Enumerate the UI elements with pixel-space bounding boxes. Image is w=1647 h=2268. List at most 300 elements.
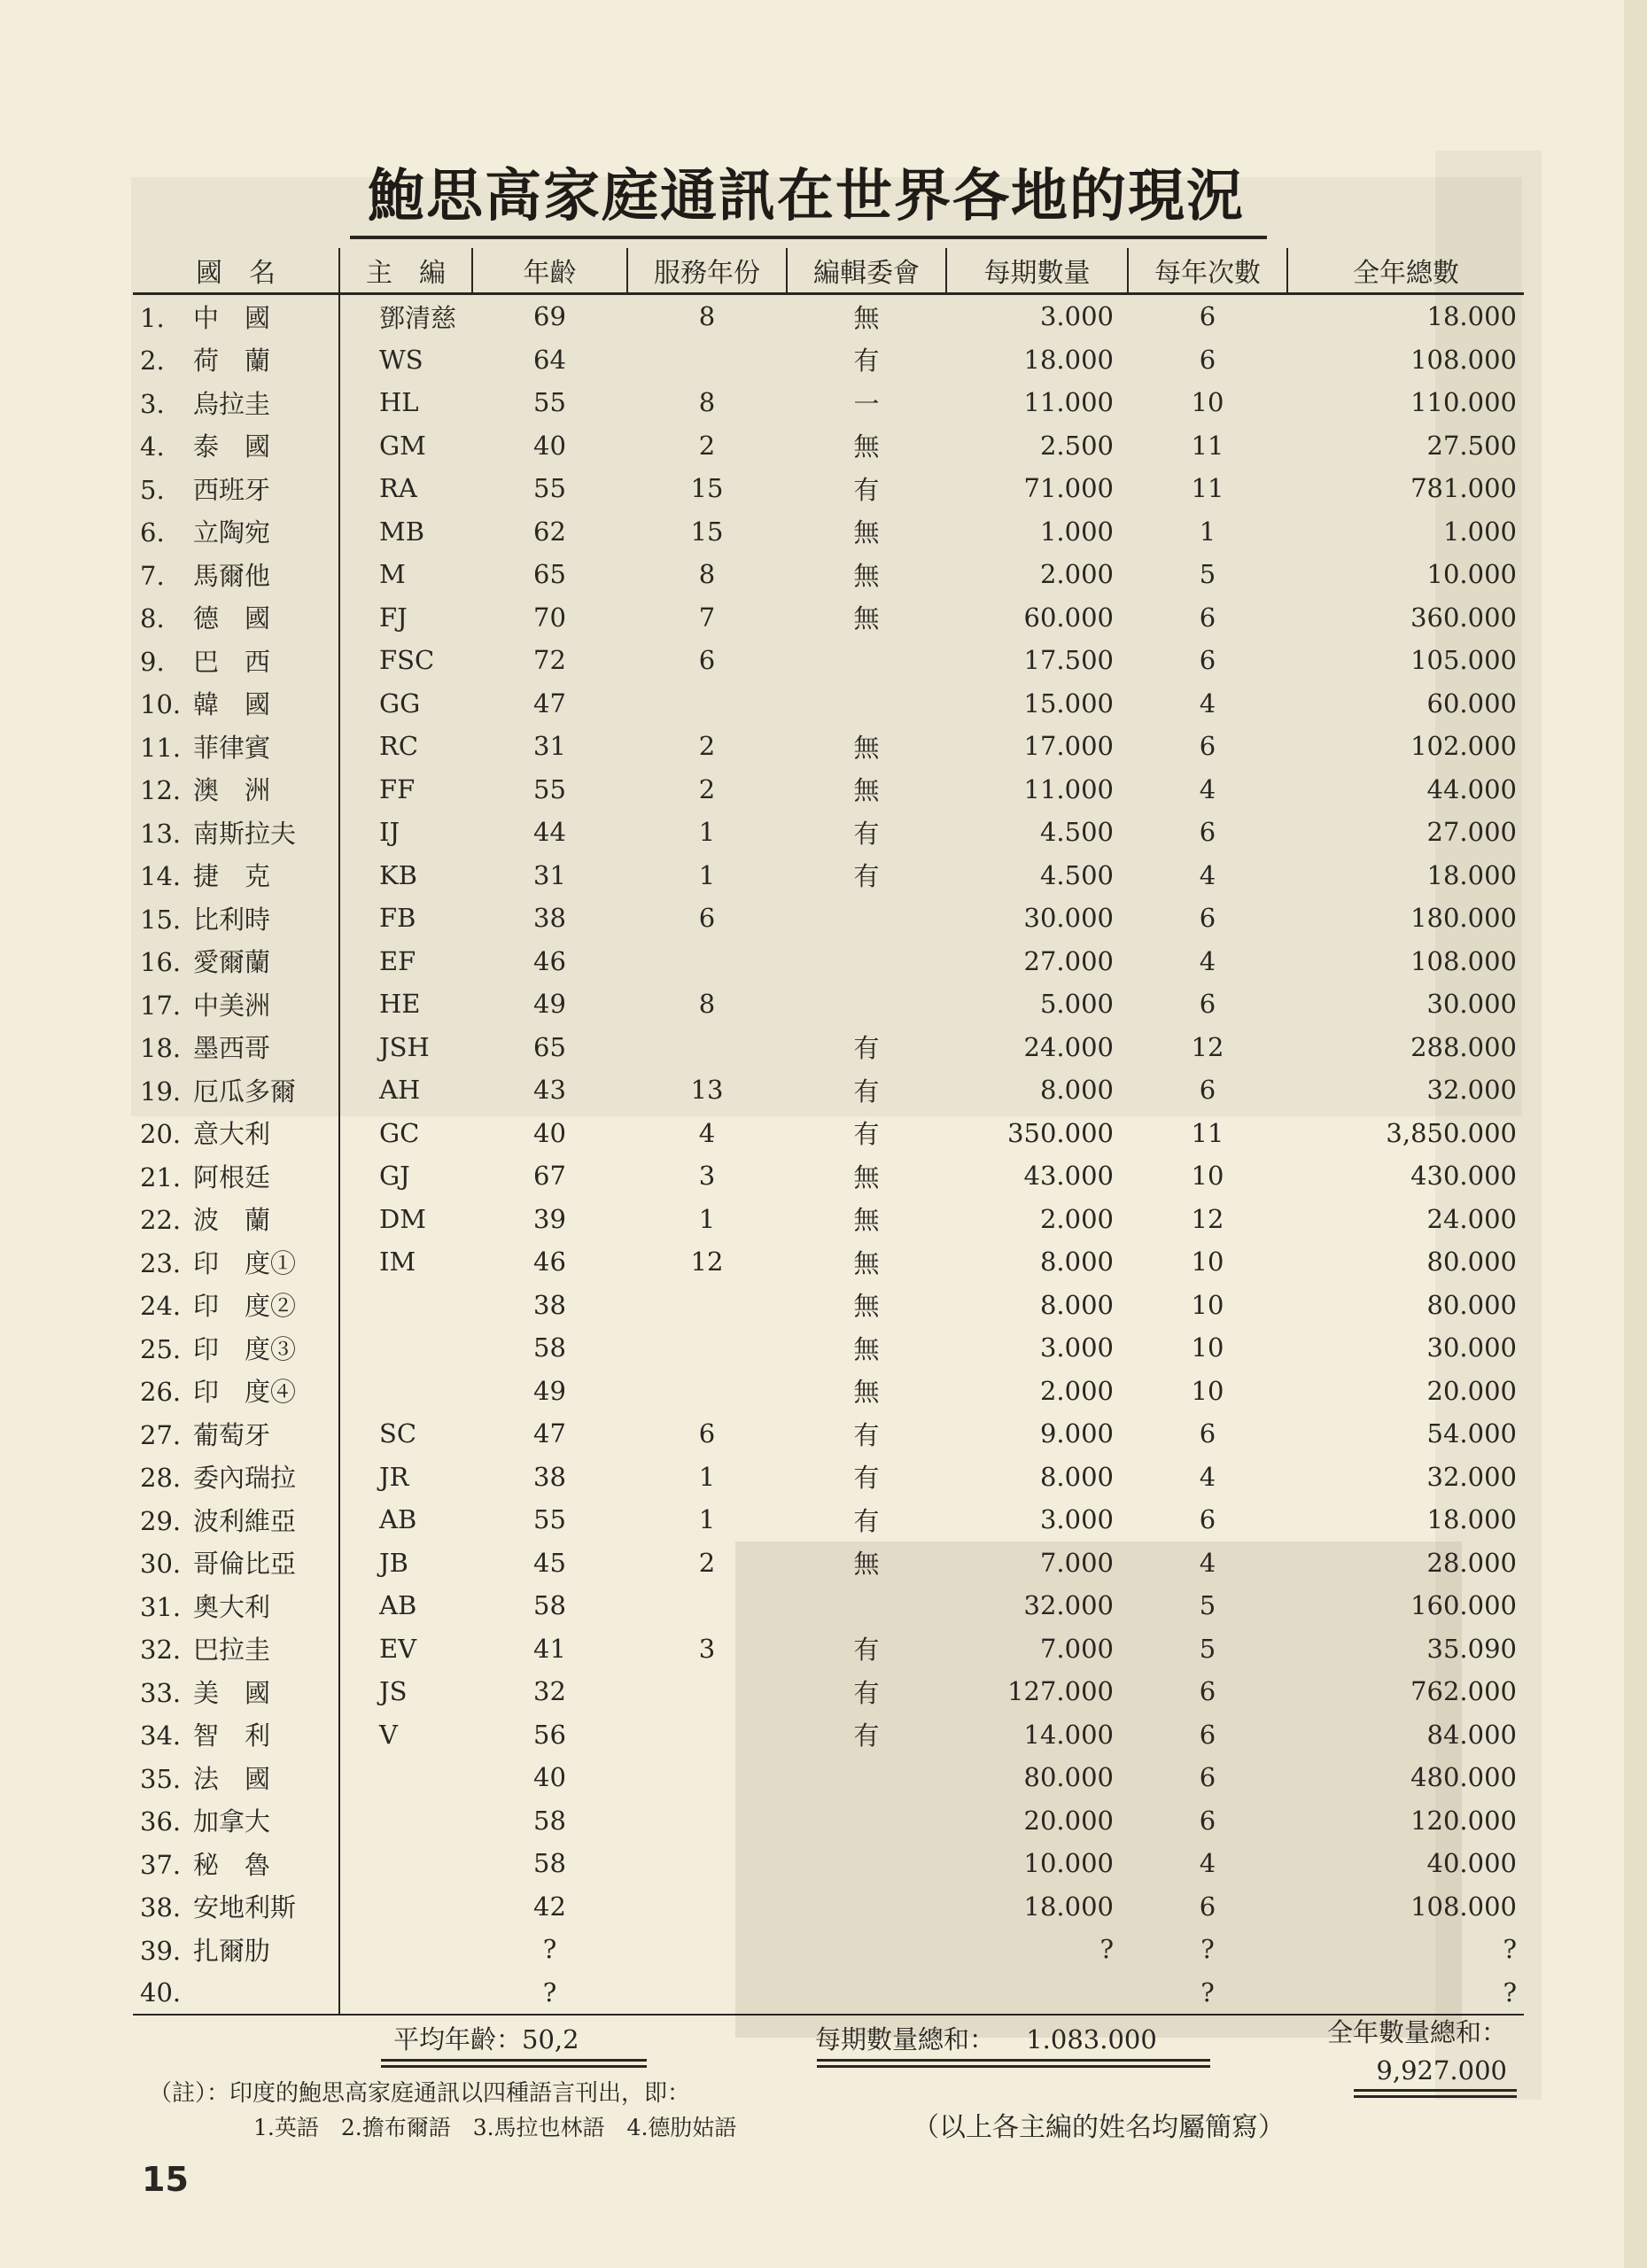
cell-per-issue: 4.500 <box>1039 859 1114 890</box>
cell-country <box>133 1885 339 1929</box>
table-row <box>133 294 1524 338</box>
cell-country <box>133 639 339 682</box>
cell-country <box>133 1713 339 1757</box>
cell-annual-total: 10.000 <box>1426 559 1517 590</box>
cell-age: 58 <box>533 1805 566 1836</box>
cell-committee <box>787 1756 946 1799</box>
cell-service: 1 <box>698 1461 716 1492</box>
cell-country <box>133 682 339 726</box>
cell-issues-per-year: 6 <box>1199 1762 1216 1793</box>
cell-age: 40 <box>533 1117 566 1148</box>
cell-country <box>133 1928 339 1971</box>
country-name: 扎爾肋 <box>193 1935 271 1966</box>
cell-annual-total: 32.000 <box>1426 1075 1517 1106</box>
cell-per-issue: 2.500 <box>1039 430 1114 461</box>
cell-service: 1 <box>698 859 716 890</box>
cell-issues-per-year: 10 <box>1191 1289 1224 1320</box>
country-name: 西班牙 <box>193 474 271 505</box>
cell-service <box>627 338 787 382</box>
row-number: 17. <box>140 990 182 1021</box>
row-number: 37. <box>140 1849 182 1880</box>
table-row <box>133 596 1524 640</box>
country-name: 墨西哥 <box>193 1033 271 1064</box>
cell-country <box>133 338 339 382</box>
cell-country <box>133 811 339 854</box>
cell-per-issue: 10.000 <box>1023 1848 1114 1879</box>
cell-country <box>133 1584 339 1627</box>
row-number: 28. <box>140 1463 182 1494</box>
cell-annual-total: 108.000 <box>1410 344 1517 375</box>
table-row <box>133 1799 1524 1843</box>
cell-editor: GG <box>339 682 472 726</box>
header-per-issue: 每期數量 <box>946 248 1128 294</box>
cell-country <box>133 1498 339 1542</box>
table-row <box>133 1370 1524 1413</box>
country-name: 比利時 <box>193 904 271 935</box>
cell-service <box>627 940 787 983</box>
cell-age: 40 <box>533 1762 566 1793</box>
cell-country <box>133 725 339 768</box>
cell-service: 3 <box>698 1161 716 1192</box>
table-row <box>133 510 1524 554</box>
cell-committee: 有 <box>853 1119 880 1150</box>
cell-service: 1 <box>698 1504 716 1535</box>
cell-service: 2 <box>698 1547 716 1578</box>
cell-country <box>133 1756 339 1799</box>
cell-committee: 一 <box>853 388 880 419</box>
cell-annual-total: 18.000 <box>1426 859 1517 890</box>
cell-annual-total: 1.000 <box>1442 516 1517 547</box>
cell-annual-total: 32.000 <box>1426 1461 1517 1492</box>
cell-service: 8 <box>698 387 716 418</box>
cell-country <box>133 1842 339 1885</box>
cell-country <box>133 1068 339 1112</box>
cell-service: 13 <box>690 1075 724 1106</box>
cell-annual-total: 27.000 <box>1426 817 1517 848</box>
cell-annual-total: ? <box>1503 1934 1517 1965</box>
cell-committee <box>787 1842 946 1885</box>
cell-age: ? <box>472 1971 627 2016</box>
cell-issues-per-year: 6 <box>1199 1504 1216 1535</box>
row-number: 30. <box>140 1549 182 1580</box>
cell-service: 2 <box>698 430 716 461</box>
table-row <box>133 897 1524 940</box>
cell-age: 44 <box>533 817 566 848</box>
cell-issues-per-year: 6 <box>1199 1676 1216 1707</box>
table-row <box>133 1154 1524 1198</box>
row-number: 31. <box>140 1591 182 1622</box>
cell-committee <box>787 940 946 983</box>
cell-age: 32 <box>533 1676 566 1707</box>
cell-editor: 鄧清慈 <box>339 294 472 338</box>
table-row <box>133 467 1524 510</box>
cell-editor: HE <box>339 983 472 1026</box>
cell-editor: FJ <box>339 596 472 640</box>
cell-annual-total: 180.000 <box>1410 903 1517 934</box>
cell-committee: 無 <box>853 775 880 806</box>
cell-service <box>627 1284 787 1327</box>
cell-committee: 無 <box>853 1291 880 1322</box>
cell-committee <box>787 1584 946 1627</box>
cell-committee: 有 <box>853 346 880 377</box>
cell-issues-per-year: 6 <box>1199 1719 1216 1750</box>
cell-per-issue: 2.000 <box>1039 559 1114 590</box>
cell-editor <box>339 1971 472 2016</box>
cell-committee: 無 <box>853 1161 880 1192</box>
cell-age: 72 <box>533 645 566 676</box>
cell-age: 58 <box>533 1332 566 1363</box>
cell-per-issue: 2.000 <box>1039 1375 1114 1406</box>
table-row <box>133 1112 1524 1155</box>
table-row <box>133 811 1524 854</box>
cell-annual-total: 762.000 <box>1410 1676 1517 1707</box>
country-name: 中美洲 <box>193 990 271 1021</box>
table-row <box>133 1198 1524 1241</box>
cell-annual-total: 18.000 <box>1426 1504 1517 1535</box>
row-number: 38. <box>140 1892 182 1923</box>
cell-committee: 有 <box>853 1720 880 1751</box>
cell-age: 47 <box>533 687 566 718</box>
country-name: 哥倫比亞 <box>193 1549 297 1580</box>
cell-editor: JSH <box>339 1026 472 1069</box>
cell-issues-per-year: 10 <box>1191 1375 1224 1406</box>
cell-service: 1 <box>698 1203 716 1234</box>
row-number: 27. <box>140 1419 182 1450</box>
country-name: 荷 蘭 <box>193 346 271 377</box>
cell-per-issue: 18.000 <box>1023 1891 1114 1922</box>
country-name: 波利維亞 <box>193 1505 297 1536</box>
cell-editor: FB <box>339 897 472 940</box>
cell-editor: RA <box>339 467 472 510</box>
cell-service <box>627 1928 787 1971</box>
cell-per-issue: ? <box>1099 1934 1114 1965</box>
country-name: 印 度① <box>193 1247 297 1278</box>
page-title: 鮑思高家庭通訊在世界各地的現況 <box>368 164 1245 229</box>
table-body <box>133 294 1524 2016</box>
country-name: 泰 國 <box>193 431 271 462</box>
cell-editor <box>339 1799 472 1843</box>
table-row <box>133 1971 1524 2016</box>
cell-service <box>627 1799 787 1843</box>
cell-age: 46 <box>533 945 566 976</box>
cell-committee: 無 <box>853 1333 880 1364</box>
cell-per-issue <box>946 1971 1128 2016</box>
cell-issues-per-year: 10 <box>1191 1247 1224 1278</box>
cell-committee: 有 <box>853 1677 880 1708</box>
country-name: 秘 魯 <box>193 1849 271 1880</box>
cell-annual-total: 160.000 <box>1410 1590 1517 1621</box>
row-number: 21. <box>140 1161 182 1192</box>
cell-annual-total: 84.000 <box>1426 1719 1517 1750</box>
table-row <box>133 1627 1524 1671</box>
cell-issues-per-year: 6 <box>1199 301 1216 332</box>
cell-country <box>133 1412 339 1456</box>
country-name: 澳 洲 <box>193 775 271 806</box>
country-name: 菲律賓 <box>193 732 271 763</box>
country-name: 印 度② <box>193 1291 297 1322</box>
cell-per-issue: 9.000 <box>1039 1418 1114 1449</box>
country-name: 德 國 <box>193 603 271 634</box>
cell-age: 58 <box>533 1590 566 1621</box>
cell-per-issue: 80.000 <box>1023 1762 1114 1793</box>
table-row <box>133 1542 1524 1585</box>
row-number: 14. <box>140 861 182 892</box>
cell-issues-per-year: 5 <box>1199 1590 1216 1621</box>
cell-issues-per-year: 4 <box>1199 773 1216 804</box>
cell-service: 7 <box>698 602 716 633</box>
row-number: 9. <box>140 646 165 677</box>
cell-per-issue: 2.000 <box>1039 1203 1114 1234</box>
cell-per-issue: 18.000 <box>1023 344 1114 375</box>
cell-editor: AB <box>339 1584 472 1627</box>
cell-editor: FSC <box>339 639 472 682</box>
cell-age: 62 <box>533 516 566 547</box>
table-row <box>133 1670 1524 1713</box>
cell-issues-per-year: 6 <box>1199 602 1216 633</box>
cell-service: 6 <box>698 903 716 934</box>
country-name: 立陶宛 <box>193 517 271 548</box>
cell-editor: GJ <box>339 1154 472 1198</box>
cell-age: 64 <box>533 344 566 375</box>
cell-per-issue: 7.000 <box>1039 1547 1114 1578</box>
cell-annual-total: 80.000 <box>1426 1289 1517 1320</box>
cell-per-issue: 17.500 <box>1023 645 1114 676</box>
row-number: 16. <box>140 947 182 978</box>
cell-editor: GC <box>339 1112 472 1155</box>
cell-committee: 有 <box>853 1033 880 1064</box>
cell-country <box>133 510 339 554</box>
cell-committee: 有 <box>853 474 880 505</box>
cell-issues-per-year: 4 <box>1199 687 1216 718</box>
annual-total-underline-1 <box>1354 2089 1517 2092</box>
cell-committee: 有 <box>853 1635 880 1666</box>
cell-issues-per-year: 6 <box>1199 1891 1216 1922</box>
row-number: 2. <box>140 346 165 377</box>
country-name: 巴 西 <box>193 646 271 677</box>
cell-country <box>133 467 339 510</box>
cell-age: 55 <box>533 473 566 504</box>
page-edge <box>1624 0 1647 2268</box>
cell-annual-total: 480.000 <box>1410 1762 1517 1793</box>
issue-total-underline-1 <box>817 2059 1210 2062</box>
cell-editor: RC <box>339 725 472 768</box>
cell-committee <box>787 639 946 682</box>
cell-issues-per-year: 4 <box>1199 1461 1216 1492</box>
cell-issues-per-year: 4 <box>1199 945 1216 976</box>
cell-editor: JS <box>339 1670 472 1713</box>
table-row <box>133 1713 1524 1757</box>
average-age-underline-1 <box>381 2059 647 2062</box>
cell-service: 8 <box>698 559 716 590</box>
cell-per-issue: 60.000 <box>1023 602 1114 633</box>
cell-per-issue: 11.000 <box>1023 387 1114 418</box>
cell-age: 69 <box>533 301 566 332</box>
cell-service <box>627 1713 787 1757</box>
cell-country <box>133 381 339 424</box>
cell-age: 47 <box>533 1418 566 1449</box>
country-name: 波 蘭 <box>193 1205 271 1236</box>
cell-issues-per-year: 12 <box>1191 1031 1224 1062</box>
country-name: 法 國 <box>193 1763 271 1794</box>
table-row <box>133 1284 1524 1327</box>
row-number: 12. <box>140 775 182 806</box>
row-number: 40. <box>140 1977 182 2008</box>
table-row <box>133 682 1524 726</box>
cell-issues-per-year: 6 <box>1199 817 1216 848</box>
cell-service: 6 <box>698 645 716 676</box>
cell-per-issue: 30.000 <box>1023 903 1114 934</box>
table-row <box>133 1412 1524 1456</box>
cell-age: 67 <box>533 1161 566 1192</box>
cell-per-issue: 5.000 <box>1039 989 1114 1020</box>
country-name: 意大利 <box>193 1119 271 1150</box>
cell-service: 6 <box>698 1418 716 1449</box>
issue-total-value: 1.083.000 <box>1026 2024 1157 2054</box>
row-number: 24. <box>140 1291 182 1322</box>
row-number: 7. <box>140 560 165 591</box>
table-row <box>133 424 1524 468</box>
cell-per-issue: 27.000 <box>1023 945 1114 976</box>
cell-per-issue: 8.000 <box>1039 1247 1114 1278</box>
table-row <box>133 1068 1524 1112</box>
cell-issues-per-year: 4 <box>1199 859 1216 890</box>
row-number: 39. <box>140 1935 182 1966</box>
cell-issues-per-year: 6 <box>1199 1075 1216 1106</box>
cell-editor: IM <box>339 1240 472 1284</box>
cell-issues-per-year: 6 <box>1199 731 1216 762</box>
cell-issues-per-year: 6 <box>1199 645 1216 676</box>
cell-age: 65 <box>533 1031 566 1062</box>
cell-country <box>133 1154 339 1198</box>
cell-country <box>133 1542 339 1585</box>
cell-editor: M <box>339 553 472 596</box>
cell-issues-per-year: 12 <box>1191 1203 1224 1234</box>
annual-total-underline-2 <box>1354 2095 1517 2098</box>
cell-annual-total: 60.000 <box>1426 687 1517 718</box>
header-age: 年齡 <box>472 248 627 294</box>
cell-editor: KB <box>339 854 472 897</box>
cell-editor <box>339 1326 472 1370</box>
statistics-table-wrap <box>133 248 1524 2016</box>
footnote-line-2: 1.英語 2.擔布爾語 3.馬拉也林語 4.德肋姑語 <box>253 2115 737 2140</box>
cell-age: 46 <box>533 1247 566 1278</box>
average-age-underline-2 <box>381 2065 647 2068</box>
cell-country <box>133 1326 339 1370</box>
cell-service <box>627 1326 787 1370</box>
cell-country <box>133 1971 339 2016</box>
cell-service: 15 <box>690 473 724 504</box>
country-name: 奧大利 <box>193 1591 271 1622</box>
cell-annual-total: 120.000 <box>1410 1805 1517 1836</box>
row-number: 8. <box>140 603 165 634</box>
country-name: 中 國 <box>193 302 271 333</box>
average-age: 平均年齡：50,2 <box>393 2024 579 2054</box>
cell-age: 40 <box>533 430 566 461</box>
cell-service: 3 <box>698 1633 716 1664</box>
cell-country <box>133 1240 339 1284</box>
cell-service <box>627 1885 787 1929</box>
cell-per-issue: 3.000 <box>1039 1504 1114 1535</box>
issue-total <box>815 2020 1157 2056</box>
cell-annual-total: 105.000 <box>1410 645 1517 676</box>
cell-per-issue: 7.000 <box>1039 1633 1114 1664</box>
cell-editor: WS <box>339 338 472 382</box>
cell-annual-total: 110.000 <box>1410 387 1517 418</box>
cell-service: 8 <box>698 301 716 332</box>
country-name: 巴拉圭 <box>193 1635 271 1666</box>
cell-committee: 無 <box>853 560 880 591</box>
country-name: 馬爾他 <box>193 560 271 591</box>
cell-per-issue: 14.000 <box>1023 1719 1114 1750</box>
cell-per-issue: 350.000 <box>1007 1117 1114 1148</box>
row-number: 29. <box>140 1505 182 1536</box>
cell-service: 1 <box>698 817 716 848</box>
cell-age: 55 <box>533 387 566 418</box>
footnote-line-1: （註）：印度的鮑思高家庭通訊以四種語言刊出，即： <box>149 2080 691 2107</box>
cell-service <box>627 1670 787 1713</box>
header-annual-total: 全年總數 <box>1287 248 1524 294</box>
header-editor: 主 編 <box>339 248 472 294</box>
row-number: 23. <box>140 1247 182 1278</box>
row-number: 34. <box>140 1720 182 1751</box>
cell-age: 70 <box>533 602 566 633</box>
cell-editor: JR <box>339 1456 472 1499</box>
cell-annual-total: 80.000 <box>1426 1247 1517 1278</box>
cell-editor: HL <box>339 381 472 424</box>
header-committee: 編輯委會 <box>787 248 946 294</box>
country-name: 智 利 <box>193 1720 271 1751</box>
cell-annual-total: 44.000 <box>1426 773 1517 804</box>
cell-age: 31 <box>533 731 566 762</box>
cell-age: 39 <box>533 1203 566 1234</box>
cell-country <box>133 1112 339 1155</box>
cell-per-issue: 20.000 <box>1023 1805 1114 1836</box>
cell-annual-total: 288.000 <box>1410 1031 1517 1062</box>
cell-per-issue: 1.000 <box>1039 516 1114 547</box>
cell-committee: 有 <box>853 1419 880 1450</box>
country-name: 委內瑞拉 <box>193 1463 297 1494</box>
cell-annual-total: 30.000 <box>1426 1332 1517 1363</box>
cell-service <box>627 1756 787 1799</box>
country-name: 烏拉圭 <box>193 388 271 419</box>
cell-committee: 無 <box>853 732 880 763</box>
row-number: 11. <box>140 732 182 763</box>
header-country: 國 名 <box>133 248 339 294</box>
cell-age: 42 <box>533 1891 566 1922</box>
cell-annual-total: 108.000 <box>1410 1891 1517 1922</box>
country-name: 南斯拉夫 <box>193 818 297 849</box>
cell-issues-per-year: 4 <box>1199 1547 1216 1578</box>
cell-per-issue: 4.500 <box>1039 817 1114 848</box>
cell-issues-per-year: 10 <box>1191 387 1224 418</box>
cell-committee <box>787 897 946 940</box>
country-name: 捷 克 <box>193 861 271 892</box>
cell-age: 55 <box>533 773 566 804</box>
issue-total-label: 每期數量總和： <box>815 2024 996 2054</box>
cell-country <box>133 1370 339 1413</box>
cell-editor: EV <box>339 1627 472 1671</box>
cell-issues-per-year: 6 <box>1199 1418 1216 1449</box>
cell-per-issue: 127.000 <box>1007 1676 1114 1707</box>
cell-country <box>133 854 339 897</box>
cell-age: 49 <box>533 989 566 1020</box>
cell-per-issue: 8.000 <box>1039 1289 1114 1320</box>
cell-annual-total: 102.000 <box>1410 731 1517 762</box>
cell-country <box>133 553 339 596</box>
cell-issues-per-year: 11 <box>1191 430 1224 461</box>
cell-per-issue: 8.000 <box>1039 1461 1114 1492</box>
country-name: 愛爾蘭 <box>193 947 271 978</box>
